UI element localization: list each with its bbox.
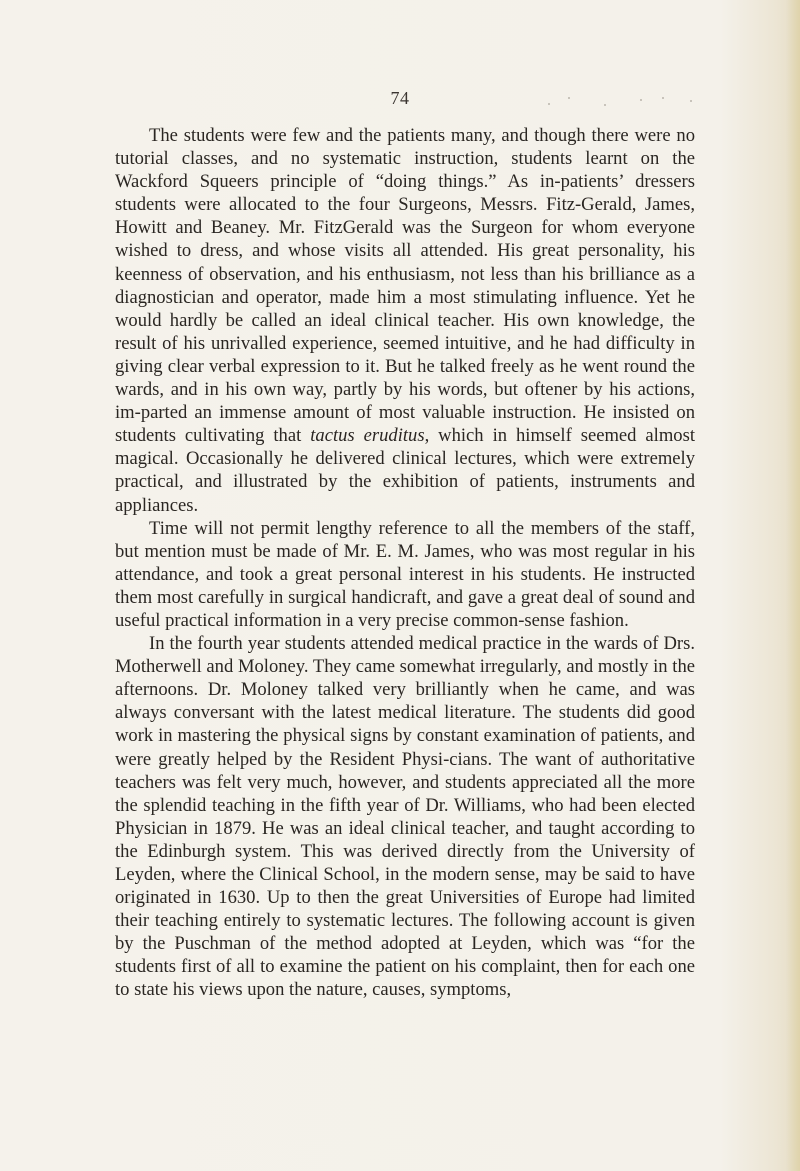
paper-speck [662, 97, 664, 99]
latin-phrase: tactus eruditus [310, 425, 425, 447]
paper-speck [568, 97, 570, 99]
body-text [115, 124, 695, 1002]
paper-speck [640, 99, 642, 101]
paper-speck [604, 104, 606, 106]
paper-speck [690, 100, 692, 102]
page-number: 74 [390, 88, 410, 108]
paragraph: Time will not permit lengthy reference to all the members of the staff, but mention must be made of Mr. E. M. James, who was most regular in his attendance, and took a great personal interest in his students. He instructed them most carefully in surgical handicraft, and gave a great deal of sound and useful practical information in a very precise common-sense fashion. [115, 517, 695, 631]
paragraph: In the fourth year students attended medical practice in the wards of Drs. Motherwell and Moloney. They came somewhat irregularly, and mostly in the afternoons. Dr. Moloney talked very brilliantly when he came, and was always conversant with the latest medical literature. The students did good work in mastering the physical signs by constant examination of patients, and were greatly helped by the Resident Physi-cians. The want of authoritative teachers was felt very much, however, and students appreciated all the more the splendid teaching in the fifth year of Dr. Williams, who had been elected Physician in 1879. He was an ideal clinical teacher, and taught according to the Edinburgh system. This was derived directly from the University of Leyden, where the Clinical School, in the modern sense, may be said to have originated in 1630. Up to then the great Universities of Europe had limited their teaching entirely to systematic lectures. The following account is given by the Puschman of the method adopted at Leyden, which was “for the students first of all to examine the patient on his complaint, then for each one to state his views upon the nature, causes, symptoms, [115, 633, 695, 1001]
page-edge-stain [786, 0, 800, 1171]
paragraph: The students were few and the patients many, and though there were no tutorial classes, and no systematic instruction, students learnt on the Wackford Squeers principle of “doing things.” As in-patients’ dressers students were allocated to the four Surgeons, Messrs. Fitz-Gerald, James, Howitt and Beaney. Mr. FitzGerald was the Surgeon for whom everyone wished to dress, and whose visits all attended. His great personality, his keenness of observation, and his enthusiasm, not less than his brilliance as a diagnostician and operator, made him a most stimulating influence. Yet he would hardly be called an ideal clinical teacher. His own knowledge, the result of his unrivalled experience, seemed intuitive, and he had difficulty in giving clear verbal expression to it. But he talked freely as he went round the wards, and in his own way, partly by his words, but oftener by his actions, im-parted an immense amount of most valuable instruction. He insisted on students cultivating that tactus eruditus, which in himself seemed almost magical. Occasionally he delivered clinical lectures, which were extremely practical, and illustrated by the exhibition of patients, instruments and appliances. [115, 125, 696, 516]
